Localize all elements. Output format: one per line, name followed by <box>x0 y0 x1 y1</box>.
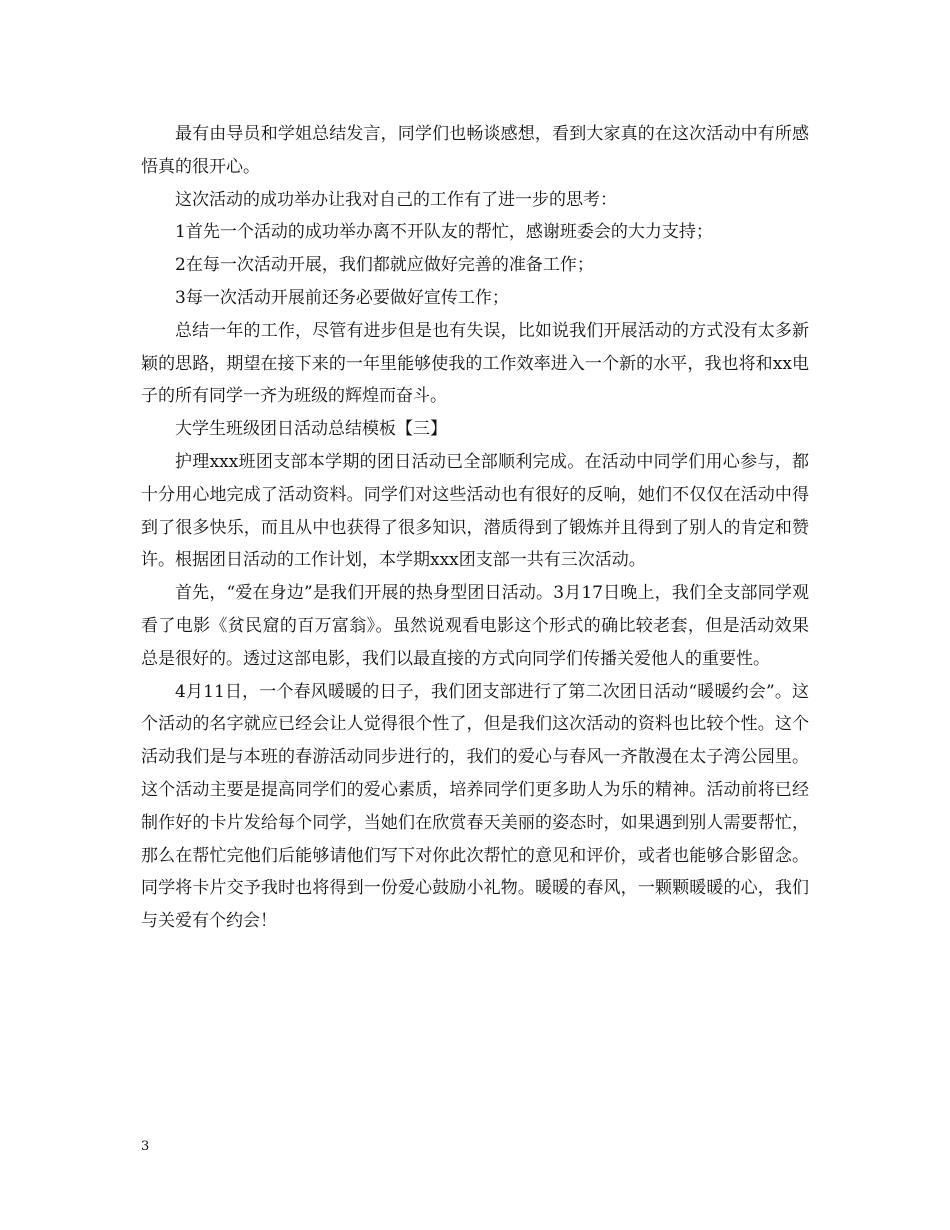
paragraph: 护理xxx班团支部本学期的团日活动已全部顺利完成。在活动中同学们用心参与，都十分用心地完成了活动资料。同学们对这些活动也有很好的反响，她们不仅仅在活动中得到了很多快乐，而且从中也获得了很多知识，潜质得到了锻炼并且得到了别人的肯定和赞许。根据团日活动的工作计划，本学期xxx团支部一共有三次活动。 <box>141 451 809 571</box>
page-number: 3 <box>141 1139 150 1154</box>
paragraph: 最有由导员和学姐总结发言，同学们也畅谈感想，看到大家真的在这次活动中有所感悟真的很开心。 <box>141 124 809 177</box>
paragraph: 首先，“爱在身边”是我们开展的热身型团日活动。3月17日晚上，我们全支部同学观看了电影《贫民窟的百万富翁》。虽然说观看电影这个形式的确比较老套，但是活动效果总是很好的。透过这部电影，我们以最直接的方式向同学们传播关爱他人的重要性。 <box>141 583 809 669</box>
paragraph: 1首先一个活动的成功举办离不开队友的帮忙，感谢班委会的大力支持； <box>175 222 713 243</box>
paragraph: 4月11日，一个春风暖暖的日子，我们团支部进行了第二次团日活动“暖暖约会”。这个活动的名字就应已经会让人觉得很个性了，但是我们这次活动的资料也比较个性。这个活动我们是与本班的春游活动同步进行的，我们的爱心与春风一齐散漫在太子湾公园里。这个活动主要是提高同学们的爱心素质，培养同学们更多助人为乐的精神。活动前将已经制作好的卡片发给每个同学，当她们在欣赏春天美丽的姿态时，如果遇到别人需要帮忙，那么在帮忙完他们后能够请他们写下对你此次帮忙的意见和评价，或者也能够合影留念。同学将卡片交予我时也将得到一份爱心鼓励小礼物。暖暖的春风，一颗颗暖暖的心，我们与关爱有个约会！ <box>141 681 809 932</box>
paragraph: 2在每一次活动开展，我们都就应做好完善的准备工作； <box>175 255 594 276</box>
paragraph: 这次活动的成功举办让我对自己的工作有了进一步的思考： <box>175 189 617 210</box>
section-heading: 大学生班级团日活动总结模板【三】 <box>175 419 447 440</box>
document-body <box>141 118 809 938</box>
paragraph: 总结一年的工作，尽管有进步但是也有失误，比如说我们开展活动的方式没有太多新颖的思路，期望在接下来的一年里能够使我的工作效率进入一个新的水平，我也将和xx电子的所有同学一齐为班级的辉煌而奋斗。 <box>141 320 809 407</box>
paragraph: 3每一次活动开展前还务必要做好宣传工作； <box>175 287 509 308</box>
